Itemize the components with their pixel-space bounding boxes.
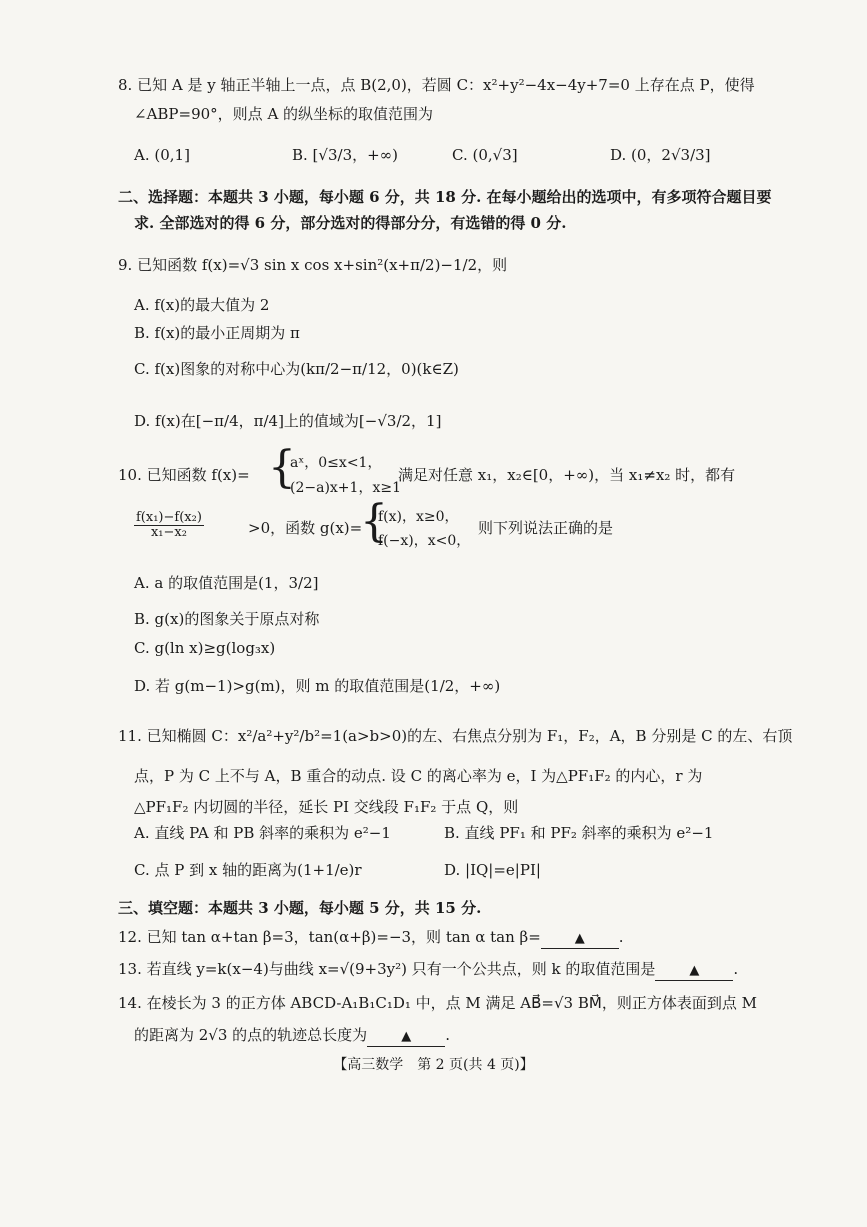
- section2-line2: 求. 全部选对的得 6 分，部分选对的得部分分，有选错的得 0 分.: [134, 214, 567, 232]
- q9-option-b: B. f(x)的最小正周期为 π: [134, 324, 300, 342]
- q14-line2-wrap: [134, 1024, 450, 1047]
- q10-fraction: [134, 511, 204, 540]
- q8-line1: 8. 已知 A 是 y 轴正半轴上一点，点 B(2,0)，若圆 C：x²+y²−4x−4y+7=0 上存在点 P，使得: [118, 76, 755, 94]
- q14-tail: .: [445, 1026, 450, 1044]
- q8-option-d: D. (0，2√3/3]: [610, 146, 711, 164]
- q10-option-a: A. a 的取值范围是(1，3/2]: [134, 574, 319, 592]
- q11-option-b: B. 直线 PF₁ 和 PF₂ 斜率的乘积为 e²−1: [444, 824, 714, 842]
- q10-f-case1: aˣ，0≤x<1，: [290, 455, 382, 471]
- q10-stem-pre: 10. 已知函数 f(x)=: [118, 466, 250, 484]
- q10-option-c: C. g(ln x)≥g(log₃x): [134, 639, 276, 657]
- q11-line2: 点，P 为 C 上不与 A，B 重合的动点. 设 C 的离心率为 e，I 为△PF₁F₂ 的内心，r 为: [134, 767, 703, 785]
- q13-line: [118, 958, 738, 981]
- q13-stem: 13. 若直线 y=k(x−4)与曲线 x=√(9+3y²) 只有一个公共点，则 k 的取值范围是: [118, 960, 656, 978]
- q10-stem-post: 满足对任意 x₁，x₂∈[0，+∞)，当 x₁≠x₂ 时，都有: [398, 466, 736, 484]
- q12-line: [118, 926, 624, 949]
- q8-option-b: B. [√3/3，+∞): [292, 146, 399, 164]
- q11-option-d: D. |IQ|=e|PI|: [444, 861, 541, 879]
- q12-stem: 12. 已知 tan α+tan β=3，tan(α+β)=−3，则 tan α tan β=: [118, 928, 541, 946]
- section3-line1: 三、填空题：本题共 3 小题，每小题 5 分，共 15 分.: [118, 899, 482, 917]
- q13-answer-blank: ▲: [655, 962, 733, 981]
- q14-line1: 14. 在棱长为 3 的正方体 ABCD-A₁B₁C₁D₁ 中，点 M 满足 AB⃗=√3 BM⃗，则正方体表面到点 M: [118, 994, 757, 1012]
- q10-line2-mid: >0，函数 g(x)=: [248, 519, 363, 537]
- q10-line2-post: 则下列说法正确的是: [478, 519, 614, 537]
- q8-line2: ∠ABP=90°，则点 A 的纵坐标的取值范围为: [134, 105, 434, 123]
- q10-g-case1: f(x)，x≥0，: [378, 509, 459, 525]
- q9-option-a: A. f(x)的最大值为 2: [134, 296, 270, 314]
- q11-option-a: A. 直线 PA 和 PB 斜率的乘积为 e²−1: [134, 824, 391, 842]
- q11-line1: 11. 已知椭圆 C：x²/a²+y²/b²=1(a>b>0)的左、右焦点分别为 F₁，F₂，A，B 分别是 C 的左、右顶: [118, 727, 793, 745]
- q10-f-brace: {: [268, 442, 296, 493]
- page-footer: 【高三数学 第 2 页(共 4 页)】: [333, 1057, 534, 1073]
- q9-option-d: D. f(x)在[−π/4，π/4]上的值域为[−√3/2，1]: [134, 412, 442, 430]
- q12-answer-blank: ▲: [541, 930, 619, 949]
- q11-line3: △PF₁F₂ 内切圆的半径，延长 PI 交线段 F₁F₂ 于点 Q，则: [134, 798, 519, 816]
- q10-option-b: B. g(x)的图象关于原点对称: [134, 610, 320, 628]
- q10-g-brace: {: [360, 496, 388, 547]
- q8-option-a: A. (0,1]: [134, 146, 190, 164]
- q10-fraction-numerator: f(x₁)−f(x₂): [136, 510, 202, 525]
- q9-option-c: C. f(x)图象的对称中心为(kπ/2−π/12，0)(k∈Z): [134, 360, 459, 378]
- q10-g-case2: f(−x)，x<0，: [378, 533, 471, 549]
- q14-answer-blank: ▲: [367, 1028, 445, 1047]
- q12-tail: .: [618, 928, 624, 946]
- section2-line1: 二、选择题：本题共 3 小题，每小题 6 分，共 18 分. 在每小题给出的选项中，有多项符合题目要: [118, 188, 772, 206]
- q10-option-d: D. 若 g(m−1)>g(m)，则 m 的取值范围是(1/2，+∞): [134, 677, 501, 695]
- q10-f-case2: (2−a)x+1，x≥1: [290, 480, 401, 496]
- q11-option-c: C. 点 P 到 x 轴的距离为(1+1/e)r: [134, 861, 362, 879]
- q8-option-c: C. (0,√3]: [452, 146, 518, 164]
- q10-inequality-fraction: [134, 511, 204, 540]
- q13-tail: .: [733, 960, 739, 978]
- q10-fraction-denominator: x₁−x₂: [150, 525, 187, 540]
- q14-line2: 的距离为 2√3 的点的轨迹总长度为: [134, 1026, 368, 1044]
- q9-stem: 9. 已知函数 f(x)=√3 sin x cos x+sin²(x+π/2)−1/2，则: [118, 256, 508, 274]
